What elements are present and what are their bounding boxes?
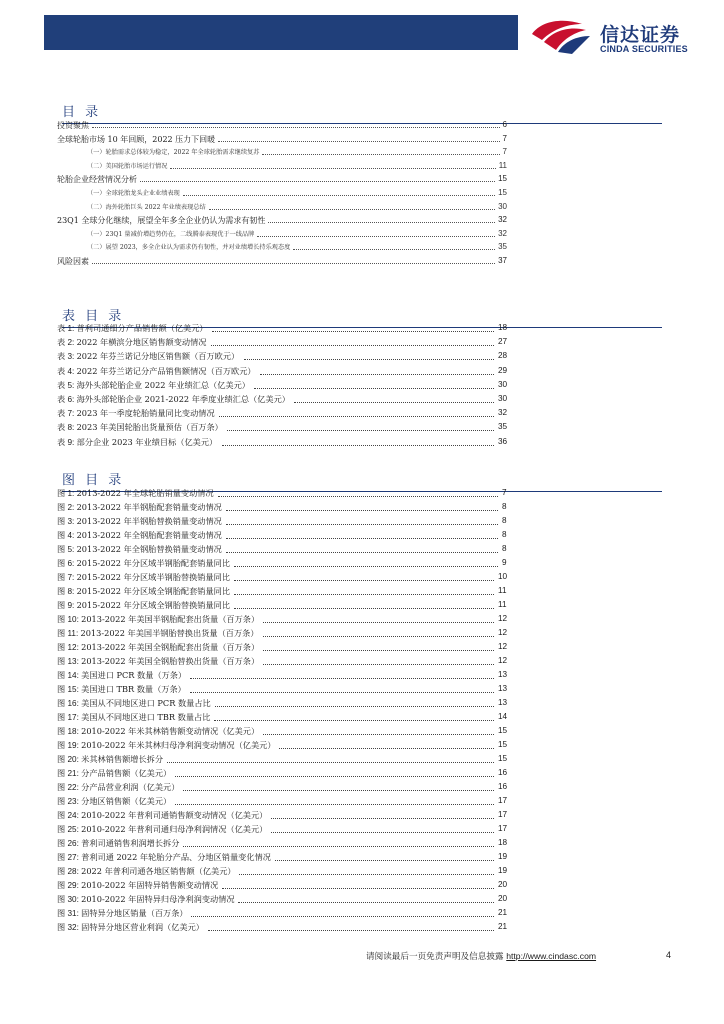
table-list-item-page: 28: [498, 351, 508, 361]
figure-list-item-leader: [271, 810, 494, 819]
figure-list-item-label: 2013-2022 年全钢胎替换销量变动情况: [76, 544, 222, 554]
toc-item-page: 11: [498, 160, 507, 170]
toc-item[interactable]: [57, 174, 507, 185]
table-list-item-number: 表 8:: [57, 423, 77, 433]
figure-list-item-number: 图 12:: [57, 643, 82, 652]
figure-list-item[interactable]: [57, 572, 507, 586]
figure-list-item-number: 图 19:: [57, 741, 82, 750]
table-list-item-number: 表 7:: [57, 409, 77, 419]
figure-list-item-number: 图 22:: [57, 783, 82, 792]
page-number: 4: [666, 950, 672, 960]
toc-item-page: 30: [498, 201, 507, 211]
figure-list-item-number: 图 3:: [57, 517, 77, 526]
figure-list-item-label: 普利司通 2022 年轮胎分产品、分地区销量变化情况: [81, 852, 271, 862]
figure-list-item-number: 图 17:: [57, 713, 82, 722]
figure-list-item[interactable]: [57, 502, 507, 516]
figure-list-item-leader: [218, 488, 498, 497]
figure-list-item-page: 13: [498, 684, 508, 693]
toc-item-page: 32: [498, 215, 507, 225]
figure-list-item-page: 12: [498, 614, 508, 623]
figure-list-item-number: 图 21:: [57, 769, 82, 778]
header-band: [44, 15, 518, 50]
figure-list-item-page: 12: [498, 628, 508, 637]
table-list-title: 表 目 录: [62, 305, 662, 328]
figure-list-item-leader: [271, 824, 494, 833]
figure-list-item-page: 16: [498, 782, 508, 791]
figure-list-item-leader: [275, 852, 494, 861]
figure-list-item-number: 图 18:: [57, 727, 82, 736]
toc-leader: [92, 256, 495, 264]
table-list-item-leader: [212, 323, 494, 332]
figure-list-item-number: 图 16:: [57, 699, 82, 708]
table-list-item-label: 部分企业 2023 年业绩目标（亿美元）: [76, 436, 218, 447]
table-list-item[interactable]: [57, 380, 507, 394]
toc-item-page: 7: [502, 147, 507, 157]
figure-list-item-leader: [226, 516, 498, 525]
table-list-item-leader: [227, 422, 494, 431]
table-list-item-page: 30: [498, 379, 508, 389]
toc-item[interactable]: [87, 229, 507, 238]
toc-leader: [218, 134, 500, 142]
toc-leader: [140, 174, 495, 182]
footer: [366, 950, 686, 964]
figure-list-item-leader: [263, 726, 494, 735]
figure-list-item-label: 美国从不同地区进口 TBR 数量占比: [81, 712, 211, 722]
figure-list-item[interactable]: [57, 586, 507, 600]
figure-list-item-leader: [175, 796, 494, 805]
figure-list-item[interactable]: [57, 670, 507, 684]
toc-item-label: （一）轮胎需求总体较为稳定，2022 年全球轮胎需求继续复苏: [87, 149, 260, 157]
figure-list-item-page: 16: [498, 768, 508, 777]
toc-leader: [257, 229, 495, 237]
figure-list-item-label: 分产品营业利润（亿美元）: [81, 782, 180, 792]
table-list-item-number: 表 5:: [57, 380, 77, 390]
table-list-item-page: 32: [498, 408, 508, 418]
figure-list-item-page: 9: [502, 558, 507, 567]
figure-list-item-label: 固特异分地区营业利润（亿美元）: [81, 922, 204, 932]
logo-emblem-icon: [530, 14, 592, 56]
figure-list-item-page: 20: [498, 894, 508, 903]
toc-item-page: 15: [498, 174, 507, 184]
table-list-item-number: 表 9:: [57, 437, 77, 447]
figure-list-item-label: 2022 年普利司通各地区销售额（亿美元）: [81, 866, 236, 876]
figure-list-item-number: 图 31:: [57, 909, 82, 918]
toc-item-label: 风险因素: [57, 257, 89, 266]
figure-list-item-number: 图 8:: [57, 587, 77, 596]
figure-list-item[interactable]: [57, 628, 507, 642]
figure-list-item-leader: [263, 642, 494, 651]
figure-list-item[interactable]: [57, 866, 507, 880]
figure-list-item-number: 图 29:: [57, 881, 82, 890]
table-list-item-number: 表 6:: [57, 395, 77, 404]
table-list-item[interactable]: [57, 408, 507, 422]
toc-item-label: （二）展望 2023，多全企业认为需求仍有韧性，并对业绩增长持乐观态度: [87, 244, 291, 252]
figure-list-item-page: 11: [498, 586, 507, 595]
table-list-item-label: 2022 年芬兰诺记分地区销售额（百万欧元）: [76, 351, 240, 362]
figure-list-item[interactable]: [57, 684, 507, 698]
table-list-item-label: 海外头部轮胎企业 2021-2022 年季度业绩汇总（亿美元）: [76, 394, 290, 404]
table-list-item-leader: [260, 366, 494, 375]
figure-list-item-label: 2013-2022 年全球轮胎销量变动情况: [76, 488, 214, 498]
toc-item[interactable]: [57, 256, 507, 267]
figure-list-item[interactable]: [57, 852, 507, 866]
figure-list-item-number: 图 7:: [57, 573, 77, 582]
figure-list-item-number: 图 28:: [57, 867, 82, 876]
figure-list-item-label: 2010-2022 年普利司通归母净利润情况（亿美元）: [81, 824, 268, 834]
figure-list-item-page: 12: [498, 656, 508, 665]
figure-list-item[interactable]: [57, 726, 507, 740]
toc-item-label: 投资聚焦: [57, 121, 89, 130]
toc-item-label: 轮胎企业经营情况分析: [57, 175, 137, 185]
toc-item-label: 全球轮胎市场 10 年回顾，2022 压力下回暖: [57, 134, 216, 144]
figure-list-item-leader: [183, 838, 494, 847]
figure-list-item-number: 图 32:: [57, 923, 82, 932]
figure-list-item-number: 图 23:: [57, 797, 82, 806]
figure-list-item-leader: [263, 628, 494, 637]
figure-list-item-label: 分地区销售额（亿美元）: [81, 796, 172, 806]
figure-list-item[interactable]: [57, 810, 507, 824]
figure-list-item-label: 分产品销售额（亿美元）: [81, 768, 172, 778]
figure-list-item-leader: [279, 740, 494, 749]
figure-list-item-leader: [183, 782, 494, 791]
table-list-item-leader: [254, 380, 494, 389]
figure-list-item-label: 2015-2022 年分区域半钢胎替换销量同比: [76, 572, 231, 582]
figure-list-item[interactable]: [57, 796, 507, 810]
figure-list-item-page: 13: [498, 670, 508, 679]
table-list-item-number: 表 2:: [57, 338, 77, 348]
table-list-item-label: 2023 年一季度轮胎销量同比变动情况: [76, 408, 215, 419]
figure-list-item-page: 8: [502, 516, 507, 525]
table-list-item-page: 18: [498, 323, 508, 332]
toc-item[interactable]: [57, 134, 507, 145]
figure-list-item-page: 8: [502, 544, 507, 553]
figure-list-item-page: 13: [498, 698, 508, 707]
figure-list-item-page: 19: [498, 866, 508, 875]
figure-list-item-leader: [239, 866, 494, 875]
toc-leader: [268, 215, 495, 223]
figure-list-item-number: 图 4:: [57, 531, 77, 540]
toc-leader: [170, 161, 496, 169]
figure-list-item-number: 图 27:: [57, 853, 82, 862]
toc-item-page: 15: [498, 188, 507, 197]
figure-list-item[interactable]: [57, 922, 507, 936]
figure-list-item-label: 2013-2022 年全钢胎配套销量变动情况: [76, 530, 222, 540]
logo-text-en: CINDA SECURITIES: [600, 44, 688, 54]
figure-list-item[interactable]: [57, 656, 507, 670]
figure-list-item-page: 11: [498, 600, 507, 609]
table-list-item-page: 36: [498, 436, 508, 446]
figure-list-item-label: 2010-2022 年固特异销售额变动情况: [81, 880, 219, 890]
toc-item-label: （二）海外轮胎巨头 2022 年业绩表现总结: [87, 203, 206, 211]
toc-leader: [183, 188, 495, 196]
figure-list-item-leader: [238, 894, 494, 903]
table-list-item-label: 2022 年芬兰诺记分产品销售额情况（百万欧元）: [76, 365, 256, 376]
footer-website-link[interactable]: http://www.cindasc.com: [506, 951, 597, 961]
toc-item-label: （二）美国轮胎市场运行情况: [87, 162, 168, 170]
figure-list-item[interactable]: [57, 516, 507, 530]
figure-list-item-page: 12: [498, 642, 508, 651]
figure-list-item-leader: [190, 684, 494, 693]
toc-item[interactable]: [87, 161, 507, 170]
figure-list-item-label: 美国进口 PCR 数量（万条）: [81, 670, 187, 680]
figure-list-item-label: 2013-2022 年美国全钢胎配套出货量（百万条）: [81, 642, 260, 652]
figure-list-item-label: 2010-2022 年米其林销售额变动情况（亿美元）: [81, 726, 260, 736]
figure-list-item-label: 米其林销售额增长拆分: [81, 754, 164, 764]
figure-list-item-number: 图 2:: [57, 503, 77, 512]
table-list-item[interactable]: [57, 337, 507, 351]
table-list-item-label: 海外头部轮胎企业 2022 年业绩汇总（亿美元）: [76, 379, 250, 390]
figure-list-item-page: 15: [498, 740, 508, 749]
figure-list-item-number: 图 26:: [57, 839, 82, 848]
toc-item[interactable]: [87, 188, 507, 197]
figure-list-item-leader: [208, 922, 494, 931]
figure-list-item-leader: [215, 698, 494, 707]
figure-list-item-page: 18: [498, 838, 508, 847]
toc-title: 目 录: [62, 101, 662, 124]
figure-list-item-page: 8: [502, 530, 507, 539]
toc-leader: [293, 242, 495, 250]
figure-list-item-number: 图 13:: [57, 657, 82, 666]
figure-list-item-label: 2010-2022 年普利司通销售额变动情况（亿美元）: [81, 810, 268, 820]
figure-list-item-label: 2013-2022 年半钢胎配套销量变动情况: [76, 502, 222, 512]
table-list-item[interactable]: [57, 394, 507, 408]
figure-list-item[interactable]: [57, 754, 507, 768]
figure-list-item-leader: [191, 908, 494, 917]
figure-list-item[interactable]: [57, 894, 507, 908]
figure-list-item[interactable]: [57, 488, 507, 502]
figure-list-item-page: 21: [498, 922, 508, 931]
figure-list-item-page: 17: [498, 824, 508, 833]
figure-list-item[interactable]: [57, 908, 507, 922]
table-list-item-label: 2023 年美国轮胎出货量预估（百万条）: [76, 422, 223, 433]
figure-list-item[interactable]: [57, 558, 507, 572]
table-list-item-number: 表 3:: [57, 352, 77, 362]
figure-list-item-leader: [263, 656, 494, 665]
figure-list-item-label: 固特异分地区销量（百万条）: [81, 908, 188, 918]
table-list-item[interactable]: [57, 437, 507, 451]
table-list-item[interactable]: [57, 366, 507, 380]
figure-list-item[interactable]: [57, 740, 507, 754]
table-list-item-page: 27: [498, 337, 508, 347]
figure-list-item-leader: [226, 502, 498, 511]
toc-item[interactable]: [87, 202, 507, 211]
figure-list-item-leader: [226, 544, 498, 553]
table-list-item-leader: [294, 394, 494, 403]
table-list-item-label: 普利司通细分产品销售额（亿美元）: [76, 323, 208, 333]
toc-leader: [262, 147, 500, 155]
figure-list-item-leader: [190, 670, 494, 679]
toc-item-label: 23Q1 全球分化继续，展望全年多全企业仍认为需求有韧性: [57, 216, 266, 226]
toc-item[interactable]: [87, 147, 507, 156]
figure-list-item-number: 图 15:: [57, 685, 82, 694]
figure-list-item-number: 图 10:: [57, 615, 82, 624]
figure-list-item[interactable]: [57, 782, 507, 796]
figure-list-item-page: 21: [498, 908, 508, 917]
figure-list-item-label: 2015-2022 年分区域全钢胎配套销量同比: [76, 586, 231, 596]
figure-list-item-number: 图 5:: [57, 545, 77, 554]
figure-list-item-page: 14: [498, 712, 508, 721]
figure-list-item-number: 图 9:: [57, 601, 77, 610]
table-list-item-page: 35: [498, 422, 508, 432]
figure-list-item-label: 美国进口 TBR 数量（万条）: [81, 684, 186, 694]
table-list-item[interactable]: [57, 323, 507, 337]
toc-item-page: 37: [498, 256, 507, 265]
figure-list-item-page: 17: [498, 810, 508, 819]
figure-list-item-leader: [234, 600, 494, 609]
figure-list-item-label: 2015-2022 年分区域全钢胎替换销量同比: [76, 600, 231, 610]
figure-list-item-page: 19: [498, 852, 508, 861]
figure-list-item-label: 2013-2022 年美国全钢胎替换出货量（百万条）: [81, 656, 260, 666]
table-list-item-page: 29: [498, 365, 508, 375]
table-list-item-page: 30: [498, 394, 508, 403]
figure-list-item-label: 普利司通销售利润增长拆分: [81, 838, 180, 848]
figure-list-item-leader: [222, 880, 494, 889]
toc-item-page: 6: [502, 120, 507, 129]
table-list-item-number: 表 4:: [57, 366, 77, 376]
figure-list-item-label: 2013-2022 年美国半钢胎替换出货量（百万条）: [80, 628, 259, 638]
figure-list-item[interactable]: [57, 838, 507, 852]
figure-list-item-number: 图 11:: [57, 629, 81, 638]
figure-list-item[interactable]: [57, 544, 507, 558]
table-list-item-leader: [211, 337, 494, 346]
figure-list-item[interactable]: [57, 824, 507, 838]
figure-list-item-number: 图 14:: [57, 671, 82, 680]
table-list-item-leader: [244, 351, 494, 360]
figure-list-item[interactable]: [57, 642, 507, 656]
figure-list-item-leader: [234, 558, 498, 567]
figure-list-item-leader: [226, 530, 498, 539]
table-list-item-leader: [219, 408, 494, 417]
figure-list-item-page: 15: [498, 726, 508, 735]
figure-list-item-number: 图 20:: [57, 755, 82, 764]
toc-item[interactable]: [57, 120, 507, 131]
figure-list-item-leader: [263, 614, 494, 623]
figure-list-item-leader: [234, 586, 494, 595]
toc-item-label: （一）23Q1 量减价增趋势仍在，二线腾泰表现优于一线品牌: [87, 230, 255, 238]
figure-list-item-page: 20: [498, 880, 508, 889]
figure-list-item[interactable]: [57, 600, 507, 614]
figure-list-item-leader: [234, 572, 494, 581]
figure-list-item-number: 图 30:: [57, 895, 82, 904]
toc-leader: [92, 120, 500, 128]
figure-list-item-page: 8: [502, 502, 507, 511]
figure-list-item[interactable]: [57, 768, 507, 782]
figure-list-item-label: 2015-2022 年分区域半钢胎配套销量同比: [76, 558, 231, 568]
figure-list-item-number: 图 6:: [57, 559, 77, 568]
figure-list-title: 图 目 录: [62, 469, 662, 492]
footer-disclaimer: 请阅读最后一页免责声明及信息披露: [366, 952, 504, 962]
figure-list-item-label: 2010-2022 年固特异归母净利润变动情况: [81, 894, 235, 904]
table-list-item-label: 2022 年横滨分地区销售额变动情况: [76, 337, 207, 348]
figure-list-item-page: 17: [498, 796, 508, 805]
figure-list-item[interactable]: [57, 614, 507, 628]
toc-leader: [209, 202, 495, 210]
figure-list-item-number: 图 1:: [57, 489, 77, 498]
logo-text-cn: 信达证券: [600, 24, 681, 46]
table-list-item[interactable]: [57, 351, 507, 365]
figure-list-item-label: 2010-2022 年米其林归母净利润变动情况（亿美元）: [81, 740, 276, 750]
toc-item[interactable]: [57, 215, 507, 226]
figure-list-item-label: 美国从不同地区进口 PCR 数量占比: [81, 698, 211, 708]
figure-list-item[interactable]: [57, 530, 507, 544]
figure-list-item-page: 7: [502, 488, 507, 497]
figure-list-item-page: 15: [498, 754, 508, 763]
figure-list-item-leader: [214, 712, 494, 721]
figure-list-item[interactable]: [57, 712, 507, 726]
table-list-item-number: 表 1:: [57, 324, 77, 333]
toc-item-page: 7: [502, 133, 507, 143]
figure-list-item[interactable]: [57, 880, 507, 894]
figure-list-item-number: 图 24:: [57, 811, 82, 820]
figure-list-item-leader: [167, 754, 494, 763]
figure-list-item-label: 2013-2022 年美国半钢胎配套出货量（百万条）: [81, 614, 260, 624]
figure-list-item-page: 10: [498, 572, 508, 581]
toc-item-page: 32: [498, 228, 507, 238]
toc-item-page: 35: [498, 242, 507, 252]
table-list-item-leader: [222, 437, 494, 446]
toc-item[interactable]: [87, 242, 507, 251]
figure-list-item-leader: [175, 768, 494, 777]
figure-list-item-number: 图 25:: [57, 825, 82, 834]
figure-list-item[interactable]: [57, 698, 507, 712]
toc-item-label: （一）全球轮胎龙头企业业绩表现: [87, 190, 180, 197]
table-list-item[interactable]: [57, 422, 507, 436]
figure-list-item-label: 2013-2022 年半钢胎替换销量变动情况: [76, 516, 222, 526]
cinda-logo: [530, 14, 710, 56]
